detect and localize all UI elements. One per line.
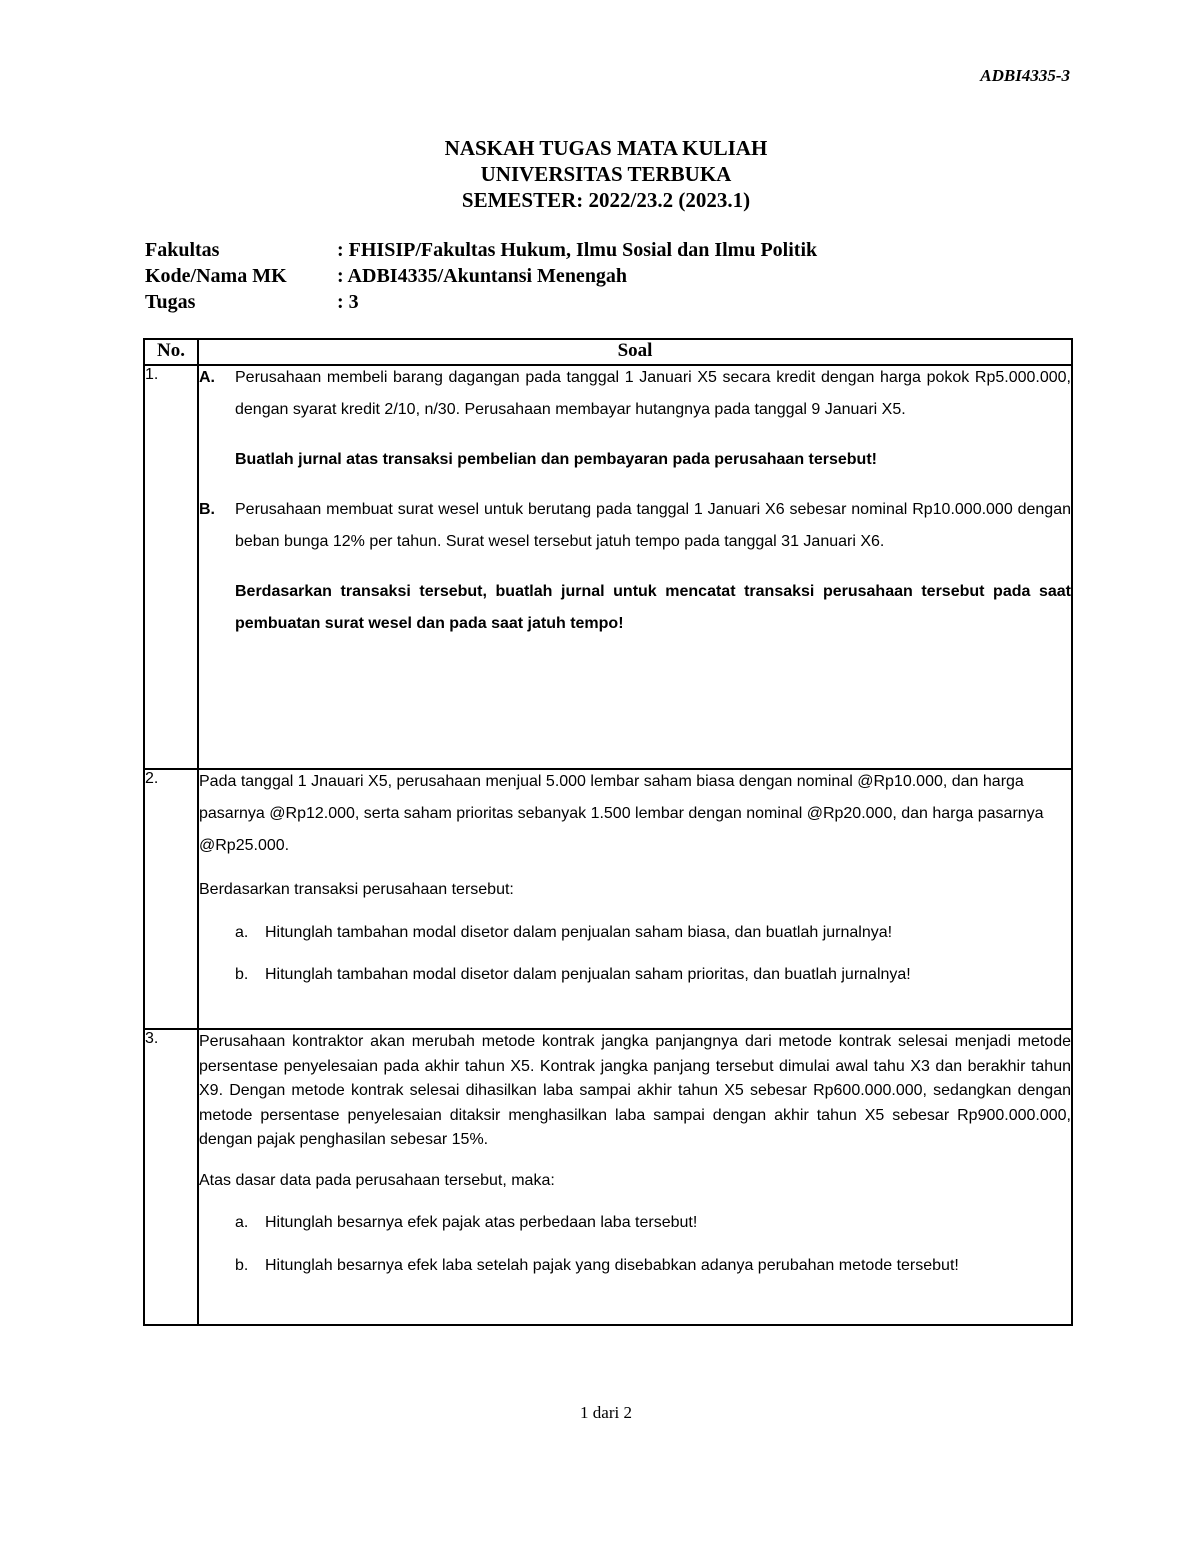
sub-text: Hitunglah besarnya efek laba setelah pajak yang disebabkan adanya perubahan metode tersebut! (265, 1256, 959, 1274)
sub-text: Hitunglah tambahan modal disetor dalam penjualan saham biasa, dan buatlah jurnalnya! (265, 923, 893, 941)
meta-row-tugas (145, 289, 817, 315)
sub-label: a. (235, 923, 249, 941)
sub-label: b. (235, 966, 249, 983)
sub-label: a. (235, 1214, 249, 1231)
sub-question-a (235, 921, 1071, 946)
part-text: Perusahaan membuat surat wesel untuk berutang pada tanggal 1 Januari X6 sebesar nominal Rp10.000.000 dengan beban bunga 12% per tahun. Surat wesel tersebut jatuh tempo pada tanggal 31 Januari X6. (235, 501, 1071, 550)
meta-label: Tugas (145, 291, 196, 313)
column-header-soal: Soal (198, 339, 1072, 365)
page-number: 1 dari 2 (580, 1403, 632, 1422)
question-number: 3. (144, 1029, 198, 1325)
meta-label: Fakultas (145, 239, 220, 261)
meta-value: : FHISIP/Fakultas Hukum, Ilmu Sosial dan Ilmu Politik (337, 239, 818, 261)
meta-row-fakultas (145, 237, 817, 263)
course-info (145, 237, 817, 315)
question-intro: Atas dasar data pada perusahaan tersebut, maka: (199, 1171, 555, 1189)
question-content (198, 1029, 1072, 1325)
part-text: Perusahaan membeli barang dagangan pada tanggal 1 Januari X5 secara kredit dengan harga pokok Rp5.000.000, dengan syarat kredit 2/10, n/30. Perusahaan membayar hutangnya pada tanggal 9 Januari X5. (235, 369, 1071, 418)
sub-text: Hitunglah besarnya efek pajak atas perbedaan laba tersebut! (265, 1214, 698, 1231)
sub-text: Hitunglah tambahan modal disetor dalam penjualan saham prioritas, dan buatlah jurnalnya! (265, 966, 911, 983)
question-text: Pada tanggal 1 Jnauari X5, perusahaan menjual 5.000 lembar saham biasa dengan nominal @Rp10.000, dan harga pasarnya @Rp12.000, serta saham prioritas sebanyak 1.500 lembar dengan nominal @Rp20.000, dan harga pasarnya @Rp25.000. (199, 773, 1044, 854)
title-line-3: SEMESTER: 2022/23.2 (2023.1) (461, 188, 751, 212)
question-number: 1. (144, 365, 198, 769)
title-line-1: NASKAH TUGAS MATA KULIAH (444, 136, 768, 160)
question-part-b (199, 498, 1071, 558)
meta-value: : 3 (337, 291, 359, 313)
part-label: B. (199, 501, 215, 518)
table-row (144, 769, 1072, 1029)
document-title (0, 135, 1200, 213)
part-label: A. (199, 369, 215, 386)
table-row (144, 1029, 1072, 1325)
title-line-2: UNIVERSITAS TERBUKA (480, 162, 732, 186)
sub-question-a (235, 1211, 1071, 1236)
sub-question-b (235, 963, 1071, 988)
question-content (198, 365, 1072, 769)
questions-table (143, 338, 1073, 1326)
part-question: Buatlah jurnal atas transaksi pembelian dan pembayaran pada perusahaan tersebut! (235, 451, 877, 468)
meta-label: Kode/Nama MK (145, 265, 287, 287)
question-number: 2. (144, 769, 198, 1029)
part-question: Berdasarkan transaksi tersebut, buatlah jurnal untuk mencatat transaksi perusahaan tersebut pada saat pembuatan surat wesel dan pada saat jatuh tempo! (235, 583, 1071, 632)
sub-question-b (235, 1254, 1071, 1279)
sub-label: b. (235, 1256, 249, 1274)
meta-row-kode-mk (145, 263, 817, 289)
question-content (198, 769, 1072, 1029)
table-row (144, 365, 1072, 769)
document-code: ADBI4335-3 (980, 66, 1070, 85)
meta-value: : ADBI4335/Akuntansi Menengah (337, 265, 628, 287)
column-header-no: No. (144, 339, 198, 365)
question-text: Perusahaan kontraktor akan merubah metode kontrak jangka panjangnya dari metode kontrak selesai menjadi metode persentase penyelesaian pada akhir tahun X5. Kontrak jangka panjang tersebut dimulai awal tahu X3 dan berakhir tahun X9. Dengan metode kontrak selesai dihasilkan laba sampai akhir tahun X5 sebesar Rp600.000.000, sedangkan dengan metode persentase penyelesaian ditaksir menghasilkan laba sampai dengan akhir tahun X5 sebesar Rp900.000.000, dengan pajak penghasilan sebesar 15%. (199, 1033, 1071, 1148)
question-part-a (199, 366, 1071, 426)
question-intro: Berdasarkan transaksi perusahaan tersebut: (199, 881, 514, 898)
